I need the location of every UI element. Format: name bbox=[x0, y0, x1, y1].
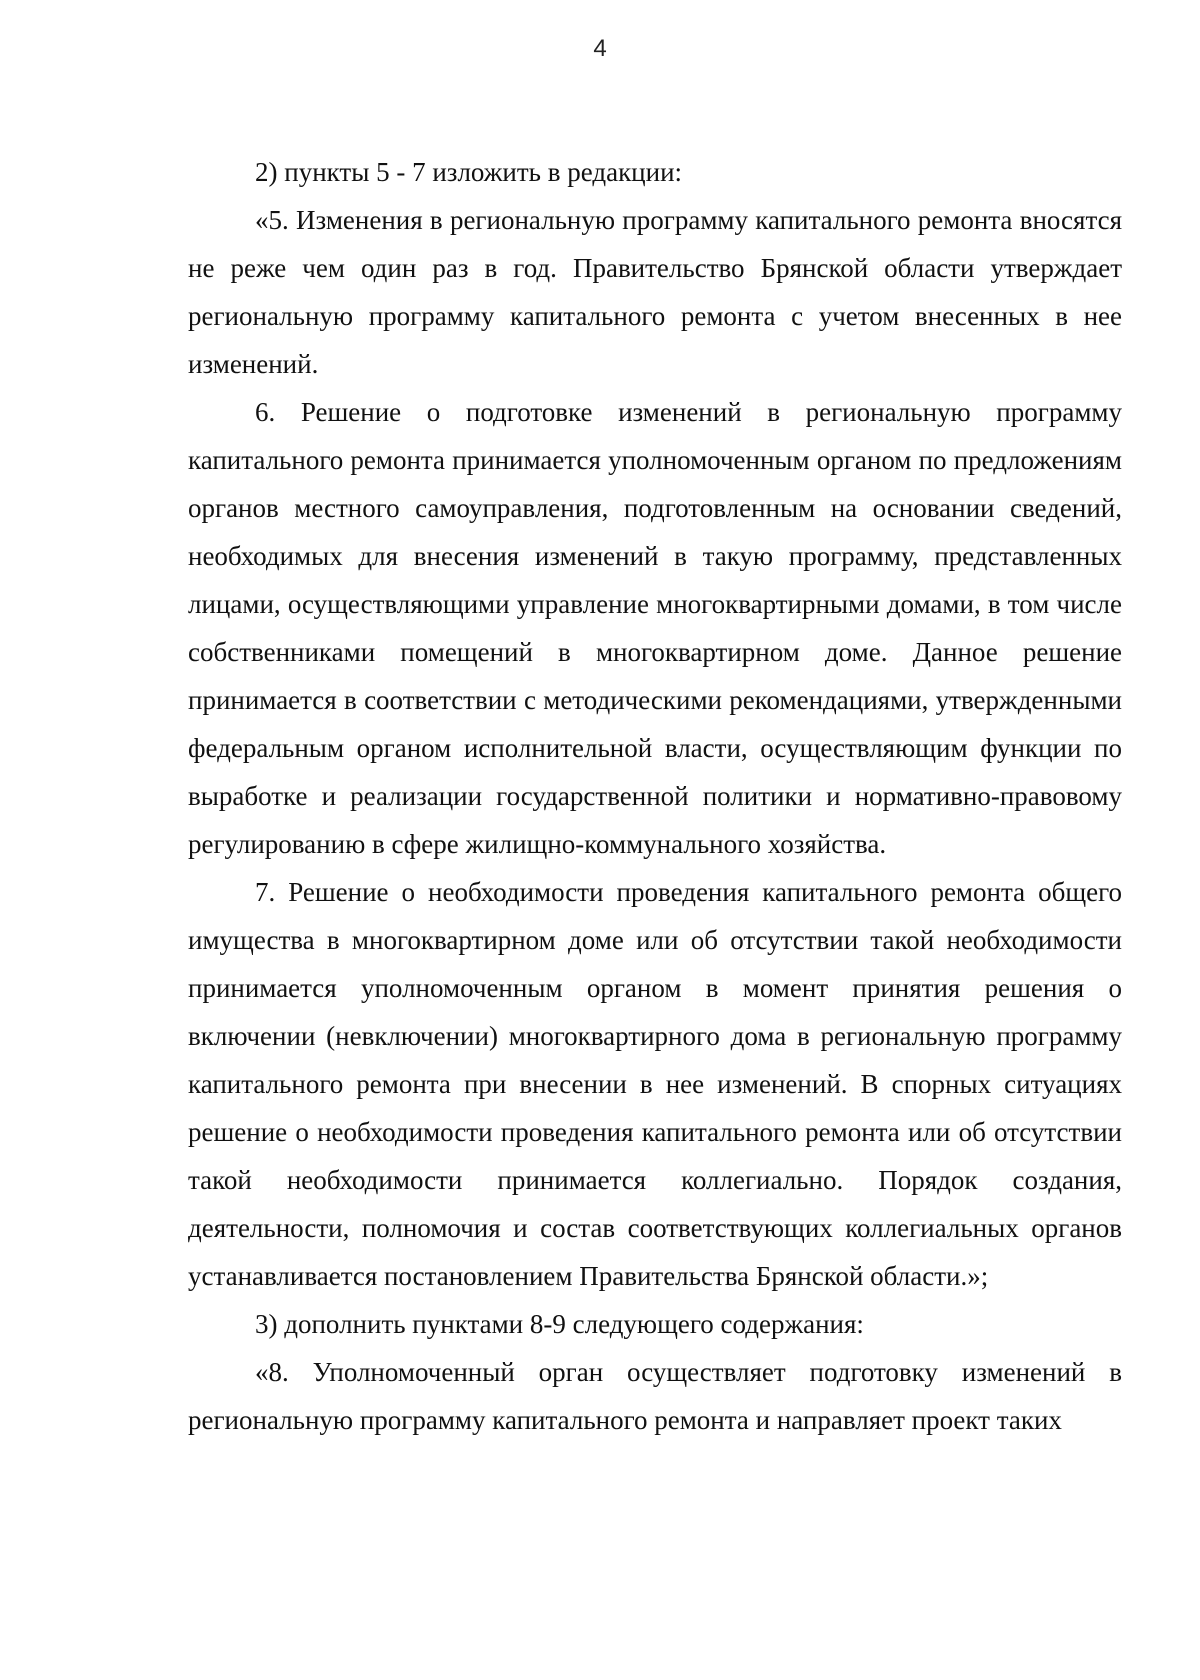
paragraph-amendment-2-intro: 2) пункты 5 - 7 изложить в редакции: bbox=[255, 157, 683, 187]
paragraph-item-5: «5. Изменения в региональную программу капитального ремонта вносятся не реже чем один раз в год. Правительство Брянской области утверждает региональную программу капитального ремонта с учетом внесенных в нее изменений. bbox=[188, 205, 1122, 379]
paragraph-item-6: 6. Решение о подготовке изменений в региональную программу капитального ремонта принимается уполномоченным органом по предложениям органов местного самоуправления, подготовленным на основании сведений, необходимых для внесения изменений в такую программу, представленных лицами, осуществляющими управление многоквартирными домами, в том числе собственниками помещений в многоквартирном доме. Данное решение принимается в соответствии с методическими рекомендациями, утвержденными федеральным органом исполнительной власти, осуществляющим функции по выработке и реализации государственной политики и нормативно-правовому регулированию в сфере жилищно-коммунального хозяйства. bbox=[188, 397, 1122, 859]
paragraph-amendment-3-intro: 3) дополнить пунктами 8-9 следующего содержания: bbox=[255, 1309, 864, 1339]
page-number: 4 bbox=[593, 35, 607, 62]
paragraph-item-7: 7. Решение о необходимости проведения капитального ремонта общего имущества в многоквартирном доме или об отсутствии такой необходимости принимается уполномоченным органом в момент принятия решения о включении (невключении) многоквартирного дома в региональную программу капитального ремонта при внесении в нее изменений. В спорных ситуациях решение о необходимости проведения капитального ремонта или об отсутствии такой необходимости принимается коллегиально. Порядок создания, деятельности, полномочия и состав соответствующих коллегиальных органов устанавливается постановлением Правительства Брянской области.»; bbox=[188, 877, 1122, 1291]
paragraph-item-8: «8. Уполномоченный орган осуществляет подготовку изменений в региональную программу капитального ремонта и направляет проект таких bbox=[188, 1357, 1122, 1435]
document-body bbox=[188, 148, 1122, 1444]
